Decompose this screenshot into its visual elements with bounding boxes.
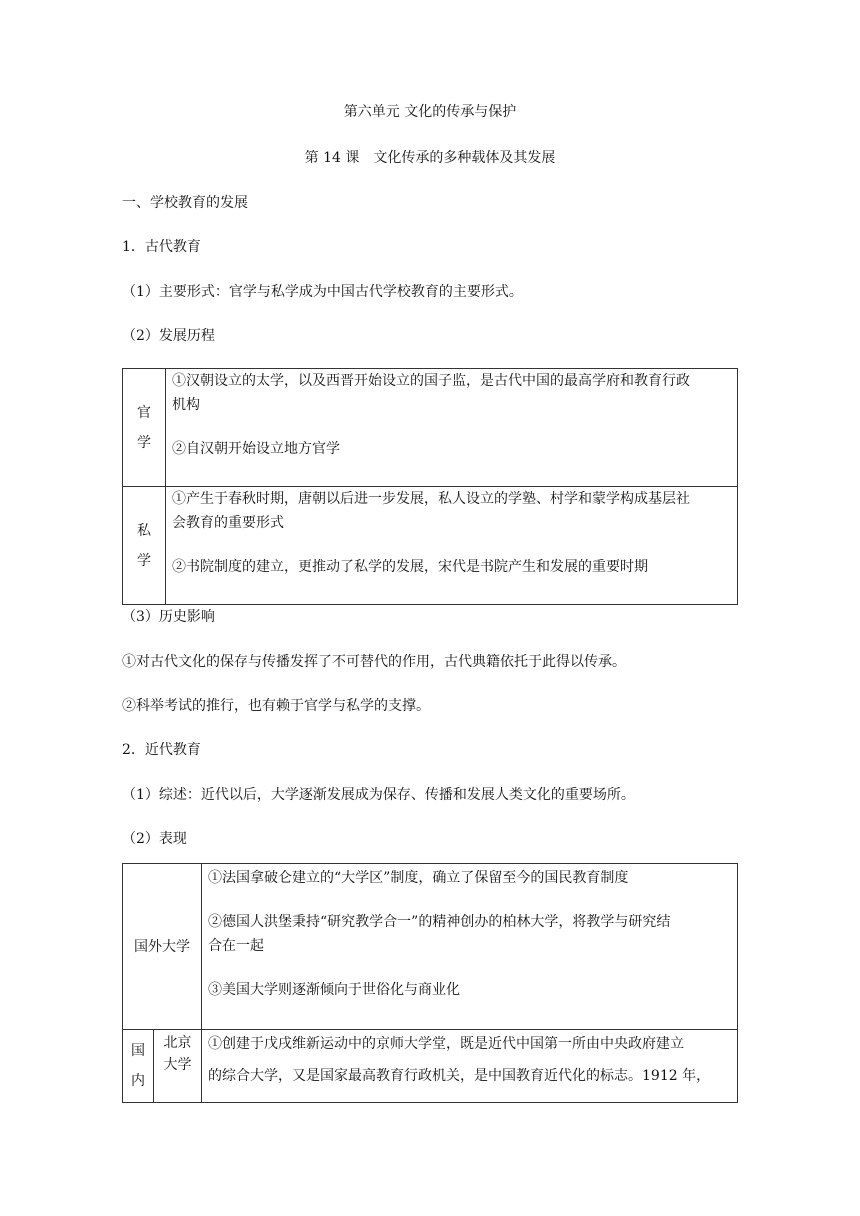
row-content	[166, 487, 738, 605]
row-content	[202, 1030, 738, 1103]
table-row	[123, 1030, 738, 1103]
cell-text: ②德国人洪堡秉持“研究教学合一”的精神创办的柏林大学，将教学与研究结	[208, 914, 671, 930]
label-text: 国外大学	[134, 938, 190, 955]
paragraph: （3）历史影响	[122, 609, 215, 625]
cell-text: 机构	[172, 397, 200, 413]
row-content	[166, 369, 738, 487]
table-row	[123, 369, 738, 487]
lesson-title: 第 14 课 文化传承的多种载体及其发展	[304, 150, 556, 166]
cell-text: 的综合大学，又是国家最高教育行政机关，是中国教育近代化的标志。1912 年，	[208, 1068, 711, 1084]
subheading-ancient: 1．古代教育	[122, 239, 201, 255]
cell-text: ③美国大学则逐渐倾向于世俗化与商业化	[208, 982, 460, 998]
row-label-domestic	[123, 1030, 154, 1103]
label-char: 官	[137, 404, 151, 421]
label-char: 学	[137, 552, 151, 569]
modern-education-table	[122, 863, 738, 1103]
label-text: 北京	[163, 1035, 192, 1051]
subheading-modern: 2．近代教育	[122, 742, 201, 758]
cell-text: ②自汉朝开始设立地方官学	[172, 441, 340, 457]
row-label-foreign	[123, 864, 202, 1030]
label-char: 私	[137, 522, 151, 539]
label-char: 国	[131, 1043, 145, 1059]
row-label-guanxue	[123, 369, 166, 487]
paragraph: （2）表现	[122, 831, 187, 847]
row-label-pku	[154, 1030, 202, 1103]
ancient-education-table	[122, 368, 738, 605]
paragraph: （1）主要形式：官学与私学成为中国古代学校教育的主要形式。	[122, 284, 523, 300]
cell-text: ①汉朝设立的太学，以及西晋开始设立的国子监，是古代中国的最高学府和教育行政	[172, 373, 690, 389]
table-row	[123, 487, 738, 605]
paragraph: （1）综述：近代以后，大学逐渐发展成为保存、传播和发展人类文化的重要场所。	[122, 787, 635, 803]
paragraph: ①对古代文化的保存与传播发挥了不可替代的作用，古代典籍依托于此得以传承。	[122, 654, 626, 670]
cell-text: ①产生于春秋时期，唐朝以后进一步发展，私人设立的学塾、村学和蒙学构成基层社	[172, 491, 690, 507]
section-heading: 一、学校教育的发展	[122, 195, 248, 211]
row-label-sixue	[123, 487, 166, 605]
paragraph: ②科举考试的推行，也有赖于官学与私学的支撑。	[122, 698, 430, 714]
cell-text: ①法国拿破仑建立的“大学区”制度，确立了保留至今的国民教育制度	[208, 870, 629, 886]
table-row	[123, 864, 738, 1030]
row-content	[202, 864, 738, 1030]
cell-text: 合在一起	[208, 938, 264, 954]
cell-text: 会教育的重要形式	[172, 515, 284, 531]
cell-text: ②书院制度的建立，更推动了私学的发展，宋代是书院产生和发展的重要时期	[172, 559, 648, 575]
paragraph: （2）发展历程	[122, 328, 215, 344]
unit-title: 第六单元 文化的传承与保护	[343, 104, 517, 120]
label-char: 学	[137, 434, 151, 451]
label-char: 内	[131, 1073, 145, 1089]
label-text: 大学	[163, 1057, 192, 1073]
cell-text: ①创建于戊戌维新运动中的京师大学堂，既是近代中国第一所由中央政府建立	[208, 1036, 684, 1052]
